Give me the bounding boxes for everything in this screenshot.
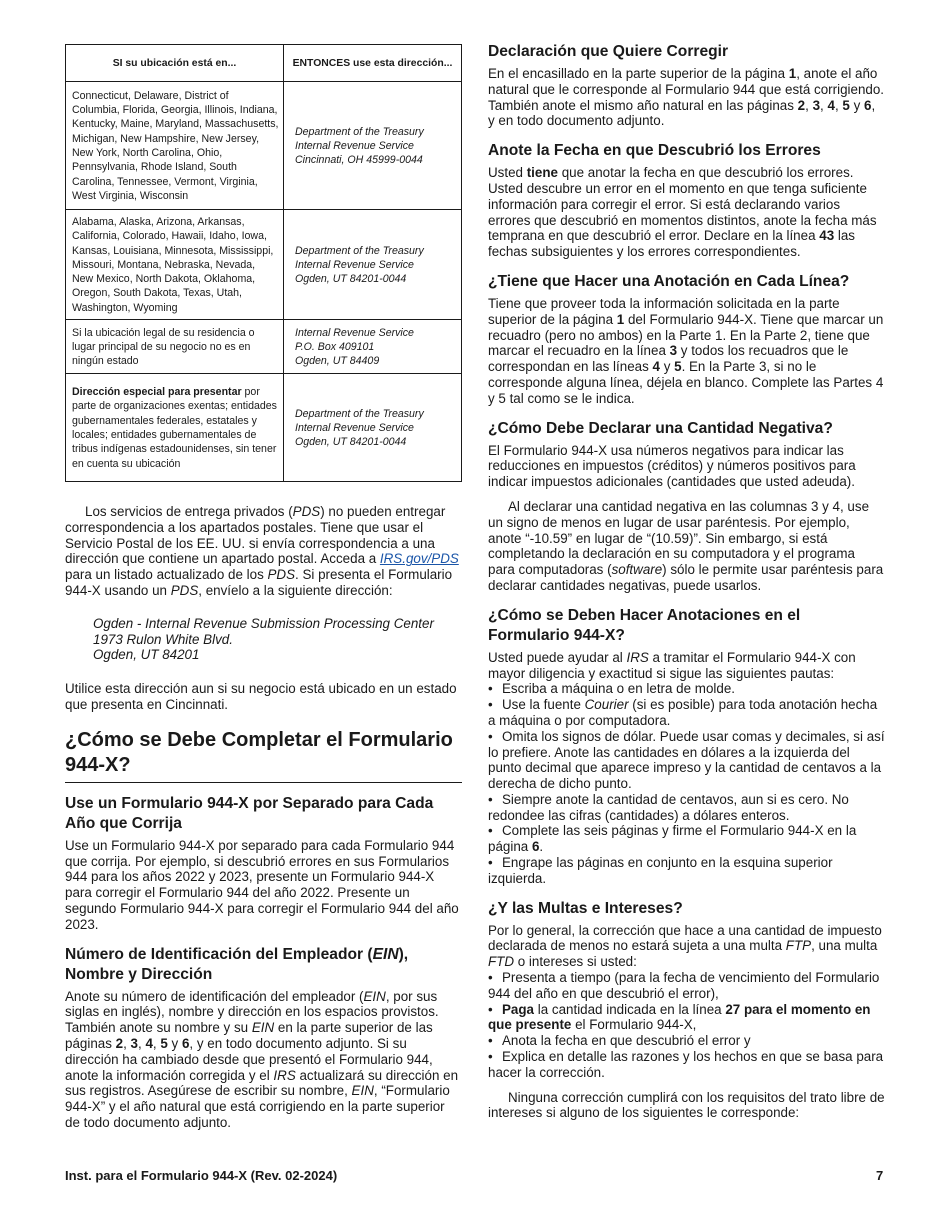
address-cell (284, 320, 462, 374)
penalties-intro: Por lo general, la corrección que hace a una cantidad de impuesto declarada de menos no estará sujeta a una multa FTP, una multa FTD o intereses si usted: (488, 922, 882, 970)
entries-intro: Usted puede ayudar al IRS a tramitar el Formulario 944-X con mayor diligencia y exactitud si sigue las siguientes pautas: (488, 649, 856, 681)
subheading-separate-year: Use un Formulario 944-X por Separado para Cada Año que Corrija (65, 794, 434, 832)
table-header-address: ENTONCES use esta dirección... (284, 45, 462, 82)
each-line-paragraph: Tiene que proveer toda la información solicitada en la parte superior de la página 1 del Formulario 944-X. Tiene que marcar un recuadro (pero no ambos) en la Parte 1. En la Parte 2, tiene que marcar el recuadro en la línea 3 y todos los recuadros que le correspondan en las líneas 4 y 5. En la Parte 3, si no le corresponde alguna línea, déjela en blanco. Complete las Partes 4 y 5 tal como se le indica. (488, 295, 884, 406)
separate-year-paragraph: Use un Formulario 944-X por separado para cada Formulario 944 que corrija. Por ejemplo, si descubrió errores en sus Formularios 944 para los años 2022 y 2023, presente un Formulario 944-X para corregir el Formulario 944 del año 2022. Presente un segundo Formulario 944-X para corregir el Formulario 944 del año 2023. (65, 837, 459, 932)
list-item: • Use la fuente Courier (si es posible) para toda anotación hecha a máquina o por computadora. (488, 697, 878, 728)
list-item: • Presenta a tiempo (para la fecha de vencimiento del Formulario 944 del año en que descubrió el error), (488, 970, 880, 1001)
location-cell: Connecticut, Delaware, District of Columbia, Florida, Georgia, Illinois, Indiana, Kentucky, Maine, Maryland, Massachusetts, Michigan, New Hampshire, New Jersey, New York, North Carolina, Ohio, Pennsylvania, Rhode Island, South Carolina, Tennessee, Vermont, Virginia, West Virginia, Wisconsin (66, 82, 284, 210)
subheading-ein: Número de Identificación del Empleador (EIN), Nombre y Dirección (65, 945, 409, 983)
negative-paragraph-2: Al declarar una cantidad negativa en las columnas 3 y 4, use un signo de menos en lugar de usar paréntesis. Por ejemplo, anote “-10.59” en lugar de “(10.59)”. Sin embargo, si está completando la declaración en su computadora y el programa para computadoras (software) sólo le permite usar paréntesis para declarar cantidades negativas, puede usarlos. (488, 498, 884, 593)
location-cell (66, 374, 284, 482)
footer-form-title: Inst. para el Formulario 944-X (Rev. 02-2024) (65, 1168, 338, 1183)
list-item: • Paga la cantidad indicada en la línea 27 para el momento en que presente el Formulario 944-X, (488, 1001, 871, 1033)
address-table (65, 44, 462, 482)
list-item: • Escriba a máquina o en letra de molde. (488, 681, 735, 697)
address-line: Internal Revenue Service (295, 258, 414, 271)
address-line: Department of the Treasury (295, 407, 424, 420)
list-item: • Complete las seis páginas y firme el Formulario 944-X en la página 6. (488, 823, 857, 855)
subheading-negative: ¿Cómo Debe Declarar una Cantidad Negativa? (488, 419, 833, 437)
subheading-penalties: ¿Y las Multas e Intereses? (488, 899, 683, 917)
location-cell: Si la ubicación legal de su residencia o lugar principal de su negocio no es en ningún estado (66, 320, 284, 374)
irs-pds-link[interactable]: IRS.gov/PDS (379, 551, 459, 567)
ogden-address (93, 616, 462, 663)
table-row (66, 82, 462, 210)
list-item: • Omita los signos de dólar. Puede usar comas y decimales, si así lo prefiere. Anote las cantidades en dólares a la izquierda del punto decimal que aparece impreso y la cantidad de centavos a la derecha de dicho punto. (488, 728, 885, 792)
declaration-paragraph: En el encasillado en la parte superior de la página 1, anote el año natural que le corresponde al Formulario 944 que está corrigiendo. También anote el mismo año natural en las páginas 2, 3, 4, 5 y 6, y en todo documento adjunto. (488, 66, 885, 129)
address-line: Ogden, UT 84201-0044 (295, 436, 407, 449)
address-cell (284, 210, 462, 320)
cincinnati-note: Utilice esta dirección aun si su negocio está ubicado en un estado que presenta en Cincinnati. (65, 681, 457, 713)
ein-paragraph: Anote su número de identificación del empleador (EIN, por sus siglas en inglés), nombre y dirección en los espacios provistos. También anote su nombre y su EIN en la parte superior de las páginas 2, 3, 4, 5 y 6, y en todo documento adjunto. Si su dirección ha cambiado desde que presentó el Formulario 944, anote la información corregida y el IRS actualizará su dirección en sus registros. Asegúrese de escribir su nombre, EIN, “Formulario 944-X” y el año natural que está corrigiendo en la parte superior de todo documento adjunto. (65, 988, 459, 1130)
subheading-date: Anote la Fecha en que Descubrió los Errores (488, 142, 821, 160)
negative-paragraph-1: El Formulario 944-X usa números negativos para indicar las reducciones en impuestos (créditos) y números positivos para indicar impuestos adicionales (cantidades que usted adeuda). (488, 442, 856, 490)
address-cell (284, 82, 462, 210)
address-line: Ogden, UT 84201-0044 (295, 273, 407, 286)
penalties-list (488, 970, 885, 1081)
table-row (66, 210, 462, 320)
address-line: 1973 Rulon White Blvd. (93, 631, 233, 647)
subheading-each-line: ¿Tiene que Hacer una Anotación en Cada Línea? (488, 272, 850, 290)
special-address-label: Dirección especial para presentar (72, 386, 242, 399)
left-column (65, 44, 462, 1131)
table-row (66, 320, 462, 374)
date-paragraph: Usted tiene que anotar la fecha en que descubrió los errores. Usted descubre un error en el momento en que tenga suficiente información para corregir el error. Si está declarando varios errores que descubrió en momentos distintos, anote la fecha más temprana en que descubrió el error. Declare en la línea 43 las fechas subsiguientes y los errores correspondientes. (488, 165, 877, 260)
location-cell: Alabama, Alaska, Arizona, Arkansas, California, Colorado, Hawaii, Idaho, Iowa, Kansas, Louisiana, Minnesota, Mississippi, Missouri, Montana, Nebraska, Nevada, New Mexico, North Dakota, Oklahoma, Oregon, South Dakota, Texas, Utah, Washington, Wyoming (66, 210, 284, 320)
address-line: Internal Revenue Service (295, 139, 414, 152)
list-item: • Engrape las páginas en conjunto en la esquina superior izquierda. (488, 855, 833, 886)
address-line: Internal Revenue Service (295, 326, 414, 339)
table-header-location: SI su ubicación está en... (66, 45, 284, 82)
table-row (66, 374, 462, 482)
subheading-entries: ¿Cómo se Deben Hacer Anotaciones en el Formulario 944-X? (488, 606, 801, 644)
list-item: • Anota la fecha en que descubrió el error y (488, 1033, 751, 1049)
address-line: Ogden, UT 84201 (93, 647, 200, 663)
address-line: Department of the Treasury (295, 244, 424, 257)
address-line: Ogden - Internal Revenue Submission Processing Center (93, 615, 434, 631)
entries-list (488, 681, 885, 886)
address-line: P.O. Box 409101 (295, 340, 375, 353)
location-text: por parte de organizaciones exentas; entidades gubernamentales federales, estatales y locales; entidades gubernamentales de tribus indígenas estadounidenses, sin tener en cuenta su ubicación (72, 386, 277, 470)
list-item: • Siempre anote la cantidad de centavos, aun si es cero. No redondee las cifras (cantidades) a dólares enteros. (488, 791, 849, 823)
subheading-declaration: Declaración que Quiere Corregir (488, 43, 729, 60)
pds-paragraph: Los servicios de entrega privados (PDS) no pueden entregar correspondencia a los apartados postales. Tiene que usar el Servicio Postal de los EE. UU. si envía correspondencia a una dirección que contiene un apartado postal. Acceda a IRS.gov/PDS para un listado actualizado de los PDS. Si presenta el Formulario 944-X usando un PDS, envíelo a la siguiente dirección: (65, 504, 459, 599)
page-number: 7 (876, 1168, 884, 1183)
address-cell (284, 374, 462, 482)
right-column (488, 42, 885, 1121)
address-line: Cincinnati, OH 45999-0044 (295, 154, 423, 167)
address-line: Department of the Treasury (295, 125, 424, 138)
address-line: Internal Revenue Service (295, 421, 414, 434)
address-line: Ogden, UT 84409 (295, 355, 380, 368)
list-item: • Explica en detalle las razones y los hechos en que se basa para hacer la corrección. (488, 1049, 884, 1080)
interest-free-paragraph: Ninguna corrección cumplirá con los requisitos del trato libre de intereses si alguno de los siguientes le corresponde: (488, 1089, 885, 1121)
section-heading: ¿Cómo se Debe Completar el Formulario 944-X? (65, 728, 462, 783)
